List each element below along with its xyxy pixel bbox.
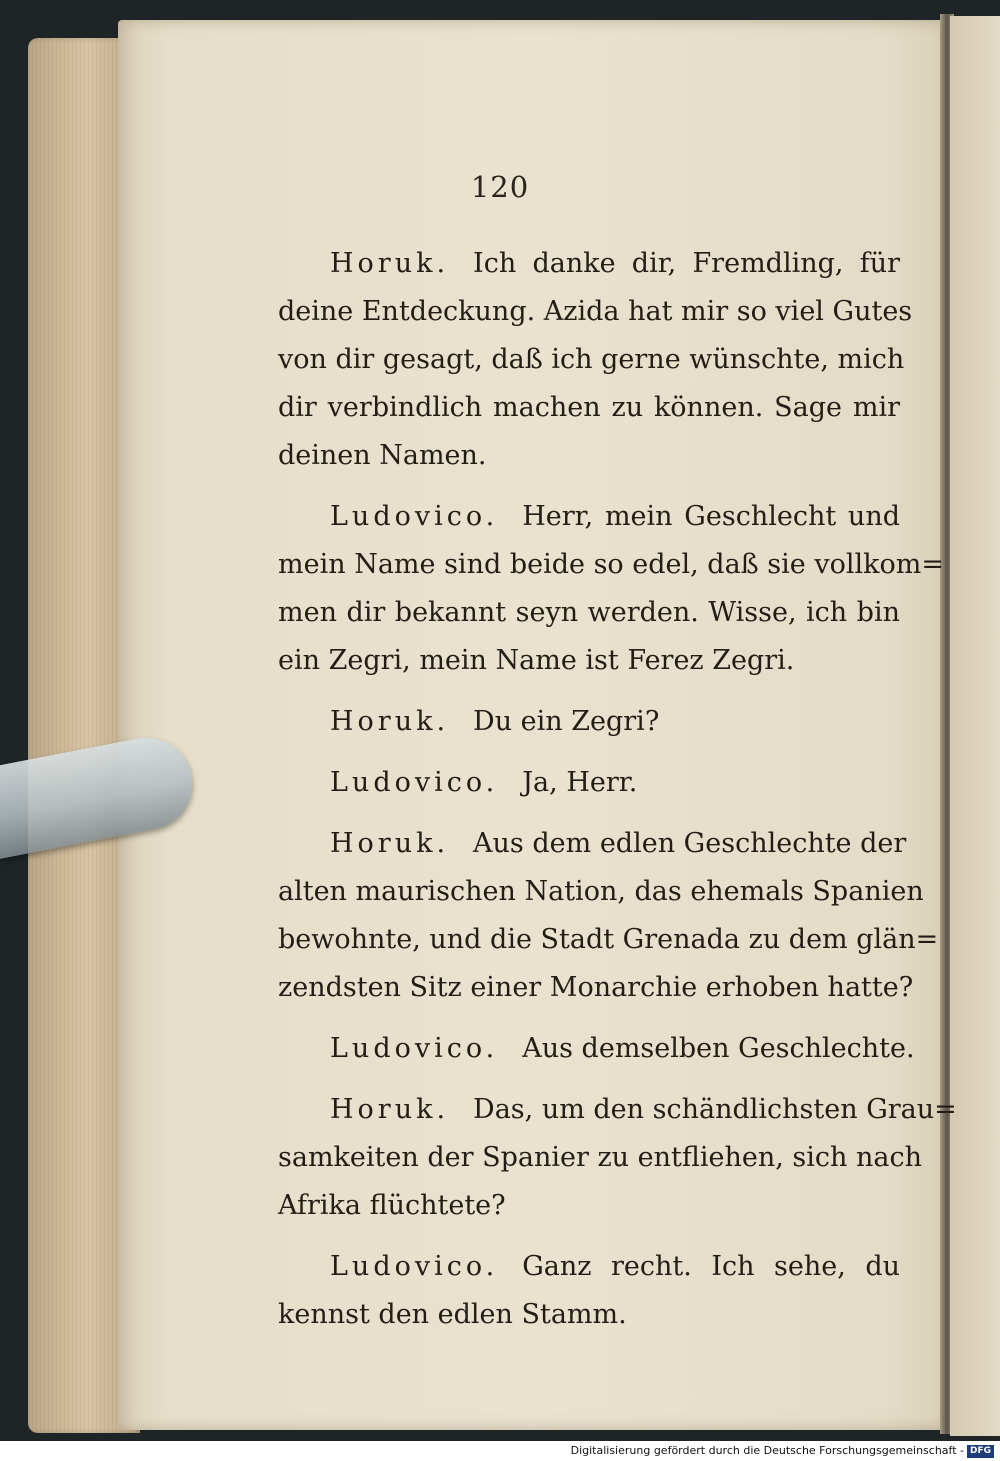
line-text: alten maurischen Nation, das ehemals Spanien: [278, 876, 924, 907]
line-text: mein Name sind beide so edel, daß sie vollkom=: [278, 549, 944, 580]
line-text: ein Zegri, mein Name ist Ferez Zegri.: [278, 645, 795, 676]
paragraph: [278, 1243, 900, 1339]
text-line: [278, 589, 900, 637]
text-line: [278, 240, 900, 288]
line-text: Ich danke dir, Fremdling, für: [473, 248, 900, 279]
line-text: von dir gesagt, daß ich gerne wünschte, mich: [278, 344, 905, 375]
text-line: [278, 1086, 957, 1134]
text-line: [278, 916, 939, 964]
line-text: samkeiten der Spanier zu entfliehen, sich nach: [278, 1142, 922, 1173]
next-page-edge: [950, 16, 1000, 1436]
line-text: Aus demselben Geschlechte.: [522, 1033, 915, 1064]
text-line: [278, 336, 905, 384]
line-text: men dir bekannt seyn werden. Wisse, ich bin: [278, 597, 900, 628]
speaker-name: Ludovico.: [330, 501, 499, 532]
text-line: [278, 1025, 915, 1073]
speaker-name: Ludovico.: [330, 1251, 499, 1282]
text-line: [278, 1134, 922, 1182]
text-line: [278, 964, 914, 1012]
paragraph: [278, 493, 944, 685]
speaker-name: Horuk.: [330, 828, 450, 859]
speaker-name: Horuk.: [330, 706, 450, 737]
line-text: deinen Namen.: [278, 440, 487, 471]
line-text: Aus dem edlen Geschlechte der: [473, 828, 907, 859]
digitization-credit: [0, 1441, 1000, 1461]
paragraph: [278, 240, 913, 480]
line-text: Ja, Herr.: [522, 767, 638, 798]
page-number: 120: [470, 170, 530, 204]
text-line: [278, 759, 900, 807]
text-line: [278, 1182, 900, 1230]
credit-text: Digitalisierung gefördert durch die Deutsche Forschungsgemeinschaft -: [570, 1444, 964, 1457]
text-line: [278, 384, 900, 432]
page-text: [278, 240, 957, 1339]
dfg-logo: DFG: [967, 1445, 994, 1458]
line-text: Herr, mein Geschlecht und: [522, 501, 900, 532]
line-text: zendsten Sitz einer Monarchie erhoben hatte?: [278, 972, 914, 1003]
paragraph: [278, 698, 900, 746]
paragraph: [278, 820, 939, 1012]
paragraph: [278, 1025, 915, 1073]
paragraph: [278, 759, 900, 807]
speaker-name: Ludovico.: [330, 1033, 499, 1064]
line-text: Afrika flüchtete?: [278, 1190, 506, 1221]
text-line: [278, 493, 900, 541]
line-text: Du ein Zegri?: [473, 706, 660, 737]
line-text: Das, um den schändlichsten Grau=: [473, 1094, 957, 1125]
text-line: [278, 698, 900, 746]
line-text: kennst den edlen Stamm.: [278, 1299, 627, 1330]
text-line: [278, 541, 944, 589]
text-line: [278, 1243, 900, 1291]
text-line: [278, 868, 924, 916]
text-line: [278, 1291, 900, 1339]
speaker-name: Horuk.: [330, 248, 450, 279]
speaker-name: Ludovico.: [330, 767, 499, 798]
speaker-name: Horuk.: [330, 1094, 450, 1125]
line-text: deine Entdeckung. Azida hat mir so viel Gutes: [278, 296, 913, 327]
text-line: [278, 288, 913, 336]
paragraph: [278, 1086, 957, 1230]
text-line: [278, 820, 907, 868]
text-line: [278, 637, 900, 685]
line-text: Ganz recht. Ich sehe, du: [522, 1251, 900, 1282]
line-text: bewohnte, und die Stadt Grenada zu dem glän=: [278, 924, 939, 955]
line-text: dir verbindlich machen zu können. Sage mir: [278, 392, 900, 423]
text-line: [278, 432, 900, 480]
